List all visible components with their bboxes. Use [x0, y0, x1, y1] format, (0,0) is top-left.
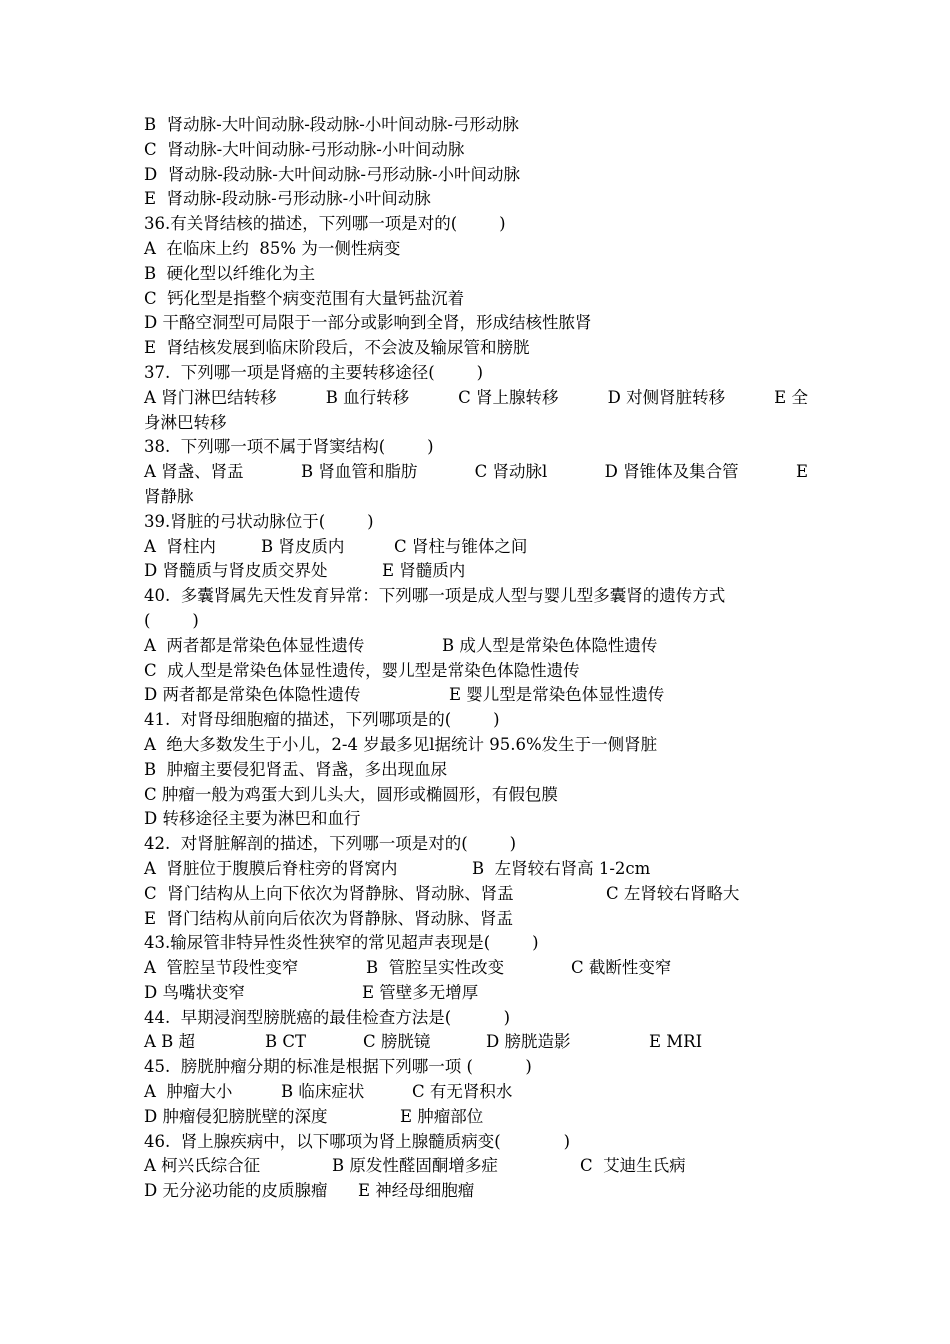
q37-option-e-continued: 身淋巴转移	[144, 412, 227, 432]
q41-option-d: D 转移途径主要为淋巴和血行	[144, 809, 361, 829]
q38-stem: 38. 下列哪一项不属于肾窦结构( )	[144, 437, 434, 457]
q35-option-b: B 肾动脉-大叶间动脉-段动脉-小叶间动脉-弓形动脉	[144, 115, 519, 134]
q39-option-b: B 肾皮质内	[261, 536, 345, 556]
q45-option-a: A 肿瘤大小	[144, 1082, 233, 1102]
q42-stem: 42. 对肾脏解剖的描述，下列哪一项是对的( )	[144, 834, 517, 854]
q42-option-b: B 左肾较右肾高 1-2cm	[472, 858, 651, 878]
q46-option-a: A 柯兴氏综合征	[144, 1156, 261, 1176]
q36-option-e: E 肾结核发展到临床阶段后，不会波及输尿管和膀胱	[144, 338, 530, 358]
q38-option-b: B 肾血管和脂肪	[300, 462, 418, 482]
q45-option-d: D 肿瘤侵犯膀胱壁的深度	[144, 1106, 328, 1126]
q39-options-row-2	[144, 559, 808, 584]
q43-stem: 43.输尿管非特异性炎性狭窄的常见超声表现是( )	[144, 933, 539, 953]
q45-options-row-1	[144, 1080, 808, 1105]
q44-option-c: C 膀胱镜	[363, 1032, 431, 1052]
q36-option-c: C 钙化型是指整个病变范围有大量钙盐沉着	[144, 288, 465, 308]
q38-option-e: E	[795, 462, 808, 482]
q40-option-e: E 婴儿型是常染色体显性遗传	[449, 685, 665, 705]
q38-option-a: A 肾盏、肾盂	[144, 462, 244, 482]
q44-option-b: B CT	[265, 1032, 307, 1052]
q41-option-b: B 肿瘤主要侵犯肾盂、肾盏，多出现血尿	[144, 759, 448, 779]
q40-option-a: A 两者都是常染色体显性遗传	[144, 635, 365, 655]
q37-option-c: C 肾上腺转移	[458, 387, 559, 407]
q43-option-a: A 管腔呈节段性变窄	[144, 958, 299, 978]
q44-option-e: E MRI	[649, 1032, 703, 1052]
q43-option-e: E 管壁多无增厚	[362, 982, 479, 1002]
q41-stem: 41. 对肾母细胞瘤的描述，下列哪项是的( )	[144, 710, 500, 730]
q40-option-b: B 成人型是常染色体隐性遗传	[442, 635, 658, 655]
q40-option-c: C 成人型是常染色体显性遗传，婴儿型是常染色体隐性遗传	[144, 660, 580, 680]
q37-options-row	[144, 386, 808, 411]
q42-option-d: C 左肾较右肾略大	[606, 883, 740, 903]
q35-option-e: E 肾动脉-段动脉-弓形动脉-小叶间动脉	[144, 189, 431, 209]
q36-option-b: B 硬化型以纤维化为主	[144, 263, 316, 283]
q40-option-d: D 两者都是常染色体隐性遗传	[144, 685, 361, 705]
q42-option-c: C 肾门结构从上向下依次为肾静脉、肾动脉、肾盂	[144, 883, 514, 903]
q41-option-a: A 绝大多数发生于小儿，2-4 岁最多见l据统计 95.6%发生于一侧肾脏	[144, 734, 658, 754]
q45-option-b: B 临床症状	[281, 1082, 365, 1102]
q38-option-d: D 肾锥体及集合管	[604, 462, 739, 482]
q43-option-d: D 鸟嘴状变窄	[144, 982, 245, 1002]
q45-stem: 45. 膀胱肿瘤分期的标准是根据下列哪一项 ( )	[144, 1057, 532, 1077]
q43-options-row-1	[144, 956, 808, 981]
q38-option-c: C 肾动脉l	[474, 462, 548, 482]
q46-option-b: B 原发性醛固酮增多症	[332, 1156, 498, 1176]
q40-options-row-1	[144, 634, 808, 659]
q46-options-row-2	[144, 1179, 808, 1204]
q36-stem: 36.有关肾结核的描述，下列哪一项是对的( )	[144, 214, 506, 234]
q46-option-c: C 艾迪生氏病	[580, 1156, 686, 1176]
q43-option-b: B 管腔呈实性改变	[366, 958, 505, 978]
q37-option-a: A 肾门淋巴结转移	[144, 387, 277, 407]
q39-options-row-1	[144, 535, 808, 560]
q42-options-row-1	[144, 857, 808, 882]
question-list	[144, 113, 808, 1204]
q37-stem: 37. 下列哪一项是肾癌的主要转移途径( )	[144, 362, 484, 382]
q44-stem: 44. 早期浸润型膀胱癌的最佳检查方法是( )	[144, 1007, 511, 1027]
q46-option-e: E 神经母细胞瘤	[358, 1181, 475, 1201]
q42-options-row-2	[144, 882, 808, 907]
q46-stem: 46. 肾上腺疾病中，以下哪项为肾上腺髓质病变( )	[144, 1131, 571, 1151]
q42-option-a: A 肾脏位于腹膜后脊柱旁的肾窝内	[144, 858, 398, 878]
q45-option-e: E 肿瘤部位	[400, 1106, 484, 1126]
q39-option-c: C 肾柱与锥体之间	[394, 536, 528, 556]
q44-option-a: A B 超	[144, 1032, 196, 1052]
q39-stem: 39.肾脏的弓状动脉位于( )	[144, 511, 374, 531]
q44-option-d: D 膀胱造影	[486, 1032, 571, 1052]
q39-option-d: D 肾髓质与肾皮质交界处	[144, 561, 328, 581]
q38-option-e-continued: 肾静脉	[144, 486, 194, 506]
q43-option-c: C 截断性变窄	[571, 958, 672, 978]
q38-options-row	[144, 460, 808, 485]
q45-option-c: C 有无肾积水	[412, 1082, 513, 1102]
q45-options-row-2	[144, 1105, 808, 1130]
q40-options-row-3	[144, 683, 808, 708]
q40-stem-continued: ( )	[144, 610, 199, 630]
q35-option-d: D 肾动脉-段动脉-大叶间动脉-弓形动脉-小叶间动脉	[144, 164, 521, 184]
q46-options-row-1	[144, 1154, 808, 1179]
q46-option-d: D 无分泌功能的皮质腺瘤	[144, 1181, 328, 1201]
q42-option-e: E 肾门结构从前向后依次为肾静脉、肾动脉、肾盂	[144, 908, 514, 928]
q36-option-d: D 干酪空洞型可局限于一部分或影响到全肾，形成结核性脓肾	[144, 313, 592, 333]
q39-option-a: A 肾柱内	[144, 536, 216, 556]
q43-options-row-2	[144, 981, 808, 1006]
q35-option-c: C 肾动脉-大叶间动脉-弓形动脉-小叶间动脉	[144, 139, 465, 159]
q37-option-b: B 血行转移	[325, 387, 410, 407]
q39-option-e: E 肾髓质内	[382, 561, 466, 581]
q44-options-row	[144, 1030, 808, 1055]
q37-option-d: D 对侧肾脏转移	[607, 387, 726, 407]
q40-stem: 40. 多囊肾属先天性发育异常：下列哪一项是成人型与婴儿型多囊肾的遗传方式	[144, 586, 726, 606]
q37-option-e: E 全	[774, 387, 808, 407]
q41-option-c: C 肿瘤一般为鸡蛋大到儿头大，圆形或椭圆形，有假包膜	[144, 784, 558, 804]
q36-option-a: A 在临床上约 85% 为一侧性病变	[144, 238, 401, 258]
